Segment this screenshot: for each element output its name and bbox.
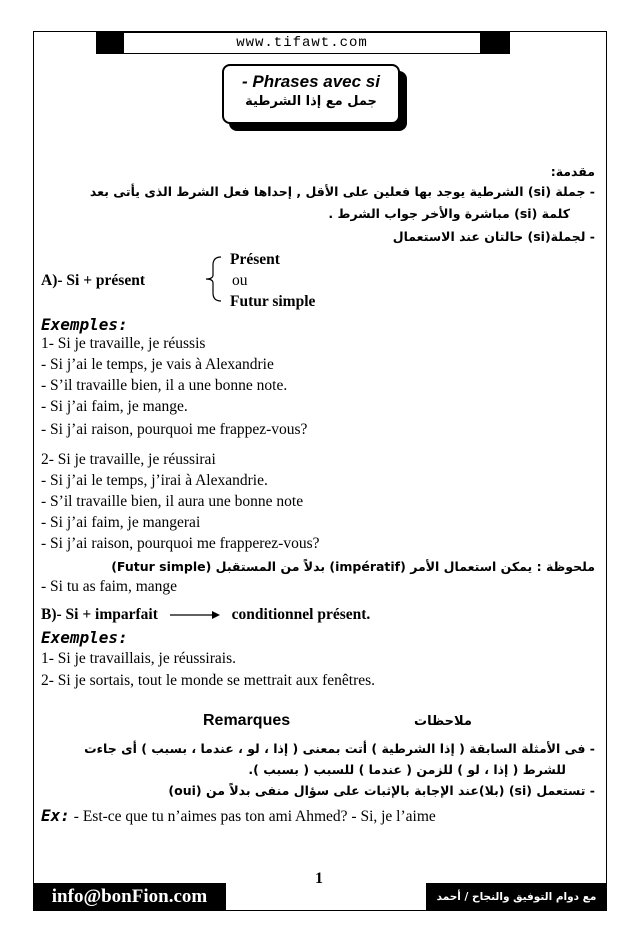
- example-line: - Si j’ai le temps, je vais à Alexandrie: [41, 356, 274, 373]
- ex-label: Ex:: [41, 806, 70, 825]
- arrow-right-icon: [170, 609, 220, 621]
- rule-a-option-present: Présent: [230, 251, 280, 268]
- remark-line-1: - فى الأمثلة السابقة ( إذا الشرطية ) أتت بمعنى ( إذا ، لو ، عندما ، بسبب ) أى جاءت: [84, 741, 595, 756]
- title-french: - Phrases avec si: [242, 72, 380, 91]
- example-line: - S’il travaille bien, il aura une bonne note: [41, 493, 304, 510]
- example-line: - Si j’ai raison, pourquoi me frappez-vous?: [41, 421, 308, 438]
- example-line: - Si j’ai faim, je mangerai: [41, 514, 201, 531]
- example-line: 2- Si je travaille, je réussirai: [41, 451, 216, 468]
- examples-heading: Exemples:: [41, 315, 128, 334]
- footer-email: info@bonFion.com: [33, 883, 226, 911]
- rule-b-left: B)- Si + imparfait: [41, 606, 158, 623]
- rule-a-option-futur: Futur simple: [230, 293, 316, 310]
- note-line: ملحوظة : يمكن استعمال الأمر (impératif) بدلاً من المستقبل (Futur simple): [111, 559, 595, 574]
- brace-icon: [203, 255, 223, 303]
- intro-heading: مقدمة:: [550, 164, 595, 179]
- note-example: - Si tu as faim, mange: [41, 578, 178, 595]
- rule-a-label: A)- Si + présent: [41, 272, 145, 289]
- page-number: 1: [315, 870, 323, 887]
- intro-line-2: كلمة (si) مباشرة والأخر جواب الشرط .: [328, 206, 570, 221]
- remark-line-3: - تستعمل (si) (بلا)عند الإجابة بالإثبات على سؤال منفى بدلاً من (oui): [168, 783, 595, 798]
- intro-line-3: - لجملة(si) حالتان عند الاستعمال: [392, 229, 595, 244]
- rule-a-option-or: ou: [232, 272, 248, 289]
- website-label: www.tifawt.com: [124, 33, 480, 53]
- title-box: [222, 64, 400, 124]
- footer-author: مع دوام التوفيق والنجاح / أحمد شلبى: [426, 883, 607, 911]
- example-line: - Si j’ai raison, pourquoi me frapperez-vous?: [41, 535, 320, 552]
- remarques-heading: Remarques: [203, 712, 291, 729]
- remarques-heading-arabic: ملاحظات: [414, 714, 472, 729]
- example-line: - Si j’ai le temps, j’irai à Alexandrie.: [41, 472, 268, 489]
- example-line: 1- Si je travaillais, je réussirais.: [41, 650, 236, 667]
- title-arabic: جمل مع إذا الشرطية: [245, 94, 377, 109]
- examples-b-heading: Exemples:: [41, 628, 128, 647]
- rule-b-line: [41, 606, 370, 624]
- remark-line-2: للشرط ( إذا ، لو ) للزمن ( عندما ) للسبب ( بسبب ).: [248, 762, 566, 777]
- intro-line-1: - جملة (si) الشرطية يوجد بها فعلين على الأقل , إحداها فعل الشرط الذى يأتى بعد: [89, 184, 595, 199]
- example-line: - Si j’ai faim, je mange.: [41, 398, 188, 415]
- ex-text: - Est-ce que tu n’aimes pas ton ami Ahmed? - Si, je l’aime: [73, 808, 436, 825]
- page-border: [33, 31, 607, 911]
- ex-line: [41, 806, 436, 826]
- example-line: 1- Si je travaille, je réussis: [41, 335, 206, 352]
- example-line: - S’il travaille bien, il a une bonne note.: [41, 377, 288, 394]
- example-line: 2- Si je sortais, tout le monde se mettrait aux fenêtres.: [41, 672, 376, 689]
- rule-b-right: conditionnel présent.: [231, 606, 371, 623]
